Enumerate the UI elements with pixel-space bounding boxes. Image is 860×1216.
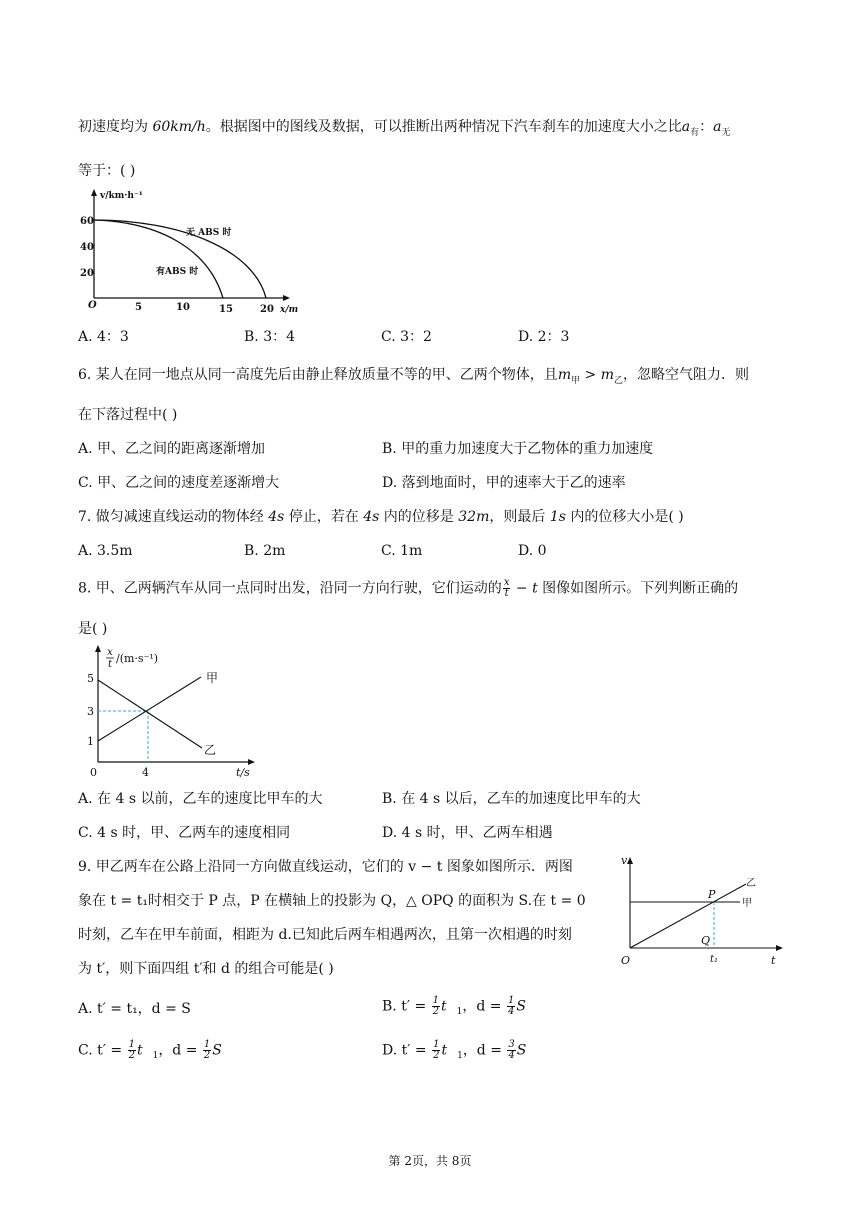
vt-graph — [618, 852, 788, 970]
xt-line-yi — [98, 680, 202, 748]
q6-option-b: B. 甲的重力加速度大于乙物体的重力加速度 — [382, 441, 654, 457]
q7-stem: 7. 做匀减速直线运动的物体经 4s 停止，若在 4s 内的位移是 32m，则最后 1s 内的位移大小是( ) — [78, 509, 684, 525]
q8-stem-line2: 是( ) — [78, 621, 108, 637]
q5-option-a: A. 4：3 — [78, 329, 129, 345]
vt-origin: O — [621, 954, 631, 967]
q6-stem-line1: 6. 某人在同一地点从同一高度先后由静止释放质量不等的甲、乙两个物体，且$m_甲 > m_乙$，忽略空气阻力．则 — [78, 367, 750, 386]
xt-line-jia — [98, 677, 201, 741]
q5-stem-line2: 等于：( ) — [78, 163, 136, 179]
abs-label-with: 有ABS 时 — [156, 267, 199, 277]
q6-option-a: A. 甲、乙之间的距离逐渐增加 — [78, 441, 266, 457]
q5-option-d: D. 2：3 — [518, 329, 570, 345]
q7-option-d: D. 0 — [518, 543, 547, 559]
q8-option-c: C. 4 s 时，甲、乙两车的速度相同 — [78, 825, 291, 841]
q5-option-b: B. 3：4 — [244, 329, 296, 345]
q8-stem-line1: 8. 甲、乙两辆汽车从同一点同时出发，沿同一方向行驶，它们运动的 $\frac{x}{t}$ − t 图像如图所示。下列判断正确的 — [78, 577, 739, 599]
q9-stem-line2: 象在 t = t₁时相交于 P 点，P 在横轴上的投影为 Q，△ OPQ 的面积为 S.在 t = 0 — [78, 893, 586, 909]
xt-ytick-3: 3 — [87, 705, 94, 718]
q8-option-b: B. 在 4 s 以后，乙车的加速度比甲车的大 — [382, 791, 641, 807]
q9-stem-line1: 9. 甲乙两车在公路上沿同一方向做直线运动，它们的 v − t 图象如图所示．两图 — [78, 859, 573, 875]
q5-option-c: C. 3：2 — [381, 329, 432, 345]
xt-label-yi: 乙 — [204, 743, 217, 757]
q9-stem-line3: 时刻，乙车在甲车前面，相距为 d.已知此后两车相遇两次，且第一次相遇的时刻 — [78, 927, 572, 943]
xt-t-graph — [78, 644, 258, 778]
abs-curve-without-abs — [94, 220, 266, 298]
xt-ytick-1: 1 — [87, 735, 94, 748]
abs-xtick-10: 10 — [176, 302, 190, 313]
abs-ytick-20: 20 — [80, 268, 94, 279]
q9-option-d: D. t′ = $\frac{1}{2}$ t $_1$，d = $\frac{3}{4}$ S — [382, 1039, 527, 1062]
vt-line-yi — [630, 884, 746, 948]
abs-xtick-15: 15 — [219, 304, 233, 315]
q6-stem-line2: 在下落过程中( ) — [78, 407, 178, 423]
vt-label-jia: 甲 — [742, 898, 752, 909]
vt-label-yi: 乙 — [746, 878, 756, 889]
q7-option-b: B. 2m — [244, 543, 286, 559]
vt-point-q: Q — [701, 934, 711, 947]
q8-option-a: A. 在 4 s 以前，乙车的速度比甲车的大 — [78, 791, 323, 807]
abs-braking-graph — [78, 188, 298, 318]
xt-ylabel-num: x — [107, 647, 113, 658]
vt-point-p: P — [708, 888, 716, 901]
q7-option-a: A. 3.5m — [78, 543, 133, 559]
q5-stem-line1: 初速度均为 60km/h。根据图中的图线及数据，可以推断出两种情况下汽车刹车的加速度大小之比$a_有$：$a_无$ — [78, 119, 731, 138]
vt-xlabel: t — [771, 954, 776, 967]
q7-option-c: C. 1m — [381, 543, 423, 559]
page-footer: 第 2页，共 8页 — [388, 1154, 472, 1168]
abs-ytick-40: 40 — [80, 242, 94, 253]
q8-option-d: D. 4 s 时，甲、乙两车相遇 — [382, 825, 553, 841]
xt-ytick-5: 5 — [87, 672, 94, 685]
q9-option-a: A. t′ = t₁，d = S — [78, 1001, 191, 1017]
q9-option-c: C. t′ = $\frac{1}{2}$ t $_1$，d = $\frac{1}{2}$ S — [78, 1039, 222, 1062]
xt-xlabel: t/s — [236, 766, 250, 779]
xt-xtick-4: 4 — [142, 766, 149, 779]
abs-xlabel: x/m — [280, 305, 299, 315]
abs-xtick-5: 5 — [135, 302, 142, 313]
xt-ylabel-den: t — [107, 659, 113, 670]
abs-origin: O — [88, 300, 97, 311]
abs-xtick-20: 20 — [260, 304, 274, 315]
q9-option-b: B. t′ = $\frac{1}{2}$ t $_1$，d = $\frac{1}{4}$ S — [382, 995, 526, 1018]
abs-label-without: 无 ABS 时 — [186, 228, 232, 238]
vt-t1: t₁ — [710, 954, 719, 965]
xt-origin: 0 — [90, 766, 97, 779]
q6-option-c: C. 甲、乙之间的速度差逐渐增大 — [78, 475, 280, 491]
q9-stem-line4: 为 t′，则下面四组 t′和 d 的组合可能是( ) — [78, 961, 334, 977]
xt-ylabel-unit: /(m·s⁻¹) — [116, 652, 159, 665]
q6-option-d: D. 落到地面时，甲的速率大于乙的速率 — [382, 475, 626, 491]
abs-ylabel: v/km·h⁻¹ — [100, 191, 143, 201]
vt-ylabel: v — [621, 854, 628, 867]
xt-label-jia: 甲 — [206, 671, 219, 685]
abs-ytick-60: 60 — [80, 216, 94, 227]
